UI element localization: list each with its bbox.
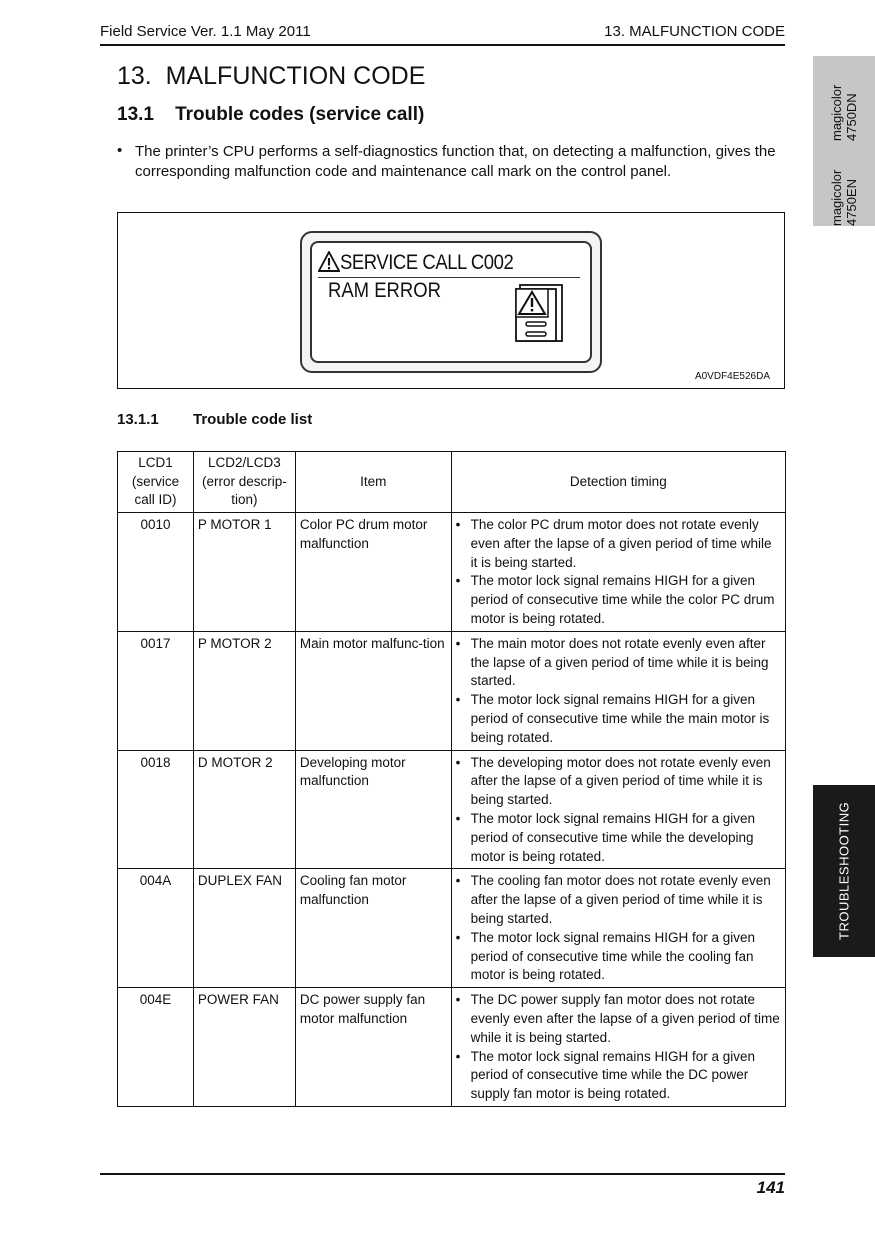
list-item xyxy=(456,872,781,928)
timing-text: The color PC drum motor does not rotate evenly even after the lapse of a given period of time while it is being started. xyxy=(470,517,772,570)
list-item xyxy=(456,691,781,747)
table-row xyxy=(118,513,786,632)
lcd-line-1-text: SERVICE CALL C002 xyxy=(340,251,514,274)
lcd-panel-frame xyxy=(300,231,602,373)
malfunction-item: DC power supply fan motor malfunction xyxy=(295,988,451,1107)
list-item xyxy=(456,991,781,1047)
bullet-icon: • xyxy=(455,873,461,889)
table-row xyxy=(118,631,786,750)
trouble-code-table xyxy=(117,451,786,1107)
header-detection-timing: Detection timing xyxy=(451,452,785,513)
model-name-dn: magicolor 4750DN xyxy=(829,84,859,142)
list-item xyxy=(456,929,781,985)
running-header-right: 13. MALFUNCTION CODE xyxy=(604,23,785,40)
bullet-icon: • xyxy=(455,573,461,589)
detection-timing xyxy=(451,513,785,632)
detection-timing-list xyxy=(456,872,781,985)
bullet-icon: • xyxy=(455,1048,461,1064)
bullet-icon: • xyxy=(455,517,461,532)
error-description: DUPLEX FAN xyxy=(193,869,295,988)
error-description: P MOTOR 1 xyxy=(193,513,295,632)
warning-triangle-icon xyxy=(318,251,340,278)
detection-timing-list xyxy=(456,754,781,867)
error-description: POWER FAN xyxy=(193,988,295,1107)
list-item xyxy=(456,635,781,691)
lcd-line-1 xyxy=(318,251,513,278)
timing-text: The motor lock signal remains HIGH for a given period of consecutive time while the developing motor is being rotated. xyxy=(470,810,755,864)
detection-timing xyxy=(451,750,785,869)
printer-warning-icon xyxy=(512,281,564,348)
table-row xyxy=(118,988,786,1107)
service-call-id: 0018 xyxy=(118,750,194,869)
bullet-icon: • xyxy=(455,692,461,708)
table-header-row xyxy=(118,452,786,513)
footer-rule xyxy=(100,1173,785,1175)
service-call-id: 0017 xyxy=(118,631,194,750)
header-lcd2-lcd3: LCD2/LCD3 (error descrip- tion) xyxy=(193,452,295,513)
bullet-icon: • xyxy=(455,754,461,770)
error-description: D MOTOR 2 xyxy=(193,750,295,869)
timing-text: The developing motor does not rotate evenly even after the lapse of a given period of time while it is being started. xyxy=(470,754,771,808)
detection-timing xyxy=(451,631,785,750)
table-row xyxy=(118,869,786,988)
bullet-icon: • xyxy=(455,929,461,945)
bullet-icon: • xyxy=(117,142,123,159)
header-lcd1: LCD1 (service call ID) xyxy=(118,452,194,513)
list-item xyxy=(456,516,781,572)
section-tab-label: TROUBLESHOOTING xyxy=(836,801,852,941)
malfunction-item: Main motor malfunc-tion xyxy=(295,631,451,750)
page-title: 13. MALFUNCTION CODE xyxy=(117,62,426,90)
detection-timing xyxy=(451,869,785,988)
subsection-number: 13.1.1 xyxy=(117,411,159,428)
list-item xyxy=(456,1048,781,1104)
lcd-divider xyxy=(318,277,580,278)
timing-text: The main motor does not rotate evenly even after the lapse of a given period of time while it is being started. xyxy=(470,635,769,689)
running-header-left: Field Service Ver. 1.1 May 2011 xyxy=(100,23,311,40)
service-call-id: 0010 xyxy=(118,513,194,632)
detection-timing-list xyxy=(456,516,781,629)
service-call-id: 004E xyxy=(118,988,194,1107)
page-number: 141 xyxy=(756,1178,785,1197)
list-item xyxy=(456,754,781,810)
bullet-icon: • xyxy=(455,810,461,826)
bullet-icon: • xyxy=(455,635,461,651)
timing-text: The motor lock signal remains HIGH for a given period of consecutive time while the main motor is being rotated. xyxy=(470,692,770,745)
timing-text: The motor lock signal remains HIGH for a given period of consecutive time while the DC power supply fan motor is being rotated. xyxy=(470,1048,755,1102)
timing-text: The motor lock signal remains HIGH for a given period of consecutive time while the color PC drum motor is being rotated. xyxy=(470,573,775,626)
list-item xyxy=(456,810,781,866)
malfunction-item: Developing motor malfunction xyxy=(295,750,451,869)
lcd-screen xyxy=(310,241,592,363)
figure-id: A0VDF4E526DA xyxy=(694,371,770,382)
malfunction-item: Cooling fan motor malfunction xyxy=(295,869,451,988)
header-rule xyxy=(100,44,785,46)
model-name-en: magicolor 4750EN xyxy=(829,169,859,226)
section-title: 13.1 Trouble codes (service call) xyxy=(117,104,425,125)
timing-text: The cooling fan motor does not rotate evenly even after the lapse of a given period of time while it is being started. xyxy=(470,873,771,926)
timing-text: The DC power supply fan motor does not rotate evenly even after the lapse of a given period of time while it is being started. xyxy=(470,992,780,1045)
list-item xyxy=(456,572,781,628)
header-item: Item xyxy=(295,452,451,513)
error-description: P MOTOR 2 xyxy=(193,631,295,750)
subsection-title: Trouble code list xyxy=(193,411,313,428)
service-call-id: 004A xyxy=(118,869,194,988)
malfunction-item: Color PC drum motor malfunction xyxy=(295,513,451,632)
lcd-figure xyxy=(117,212,785,389)
detection-timing-list xyxy=(456,635,781,748)
lcd-line-2: RAM ERROR xyxy=(328,279,441,302)
intro-paragraph: The printer’s CPU performs a self-diagnostics function that, on detecting a malfunction, gives the corresponding malfunction code and maintenance call mark on the control panel. xyxy=(135,143,776,180)
detection-timing-list xyxy=(456,991,781,1104)
detection-timing xyxy=(451,988,785,1107)
bullet-icon: • xyxy=(455,992,461,1008)
model-side-tab xyxy=(813,56,875,226)
timing-text: The motor lock signal remains HIGH for a given period of consecutive time while the cooling fan motor is being rotated. xyxy=(470,929,755,983)
table-row xyxy=(118,750,786,869)
section-side-tab xyxy=(813,785,875,957)
